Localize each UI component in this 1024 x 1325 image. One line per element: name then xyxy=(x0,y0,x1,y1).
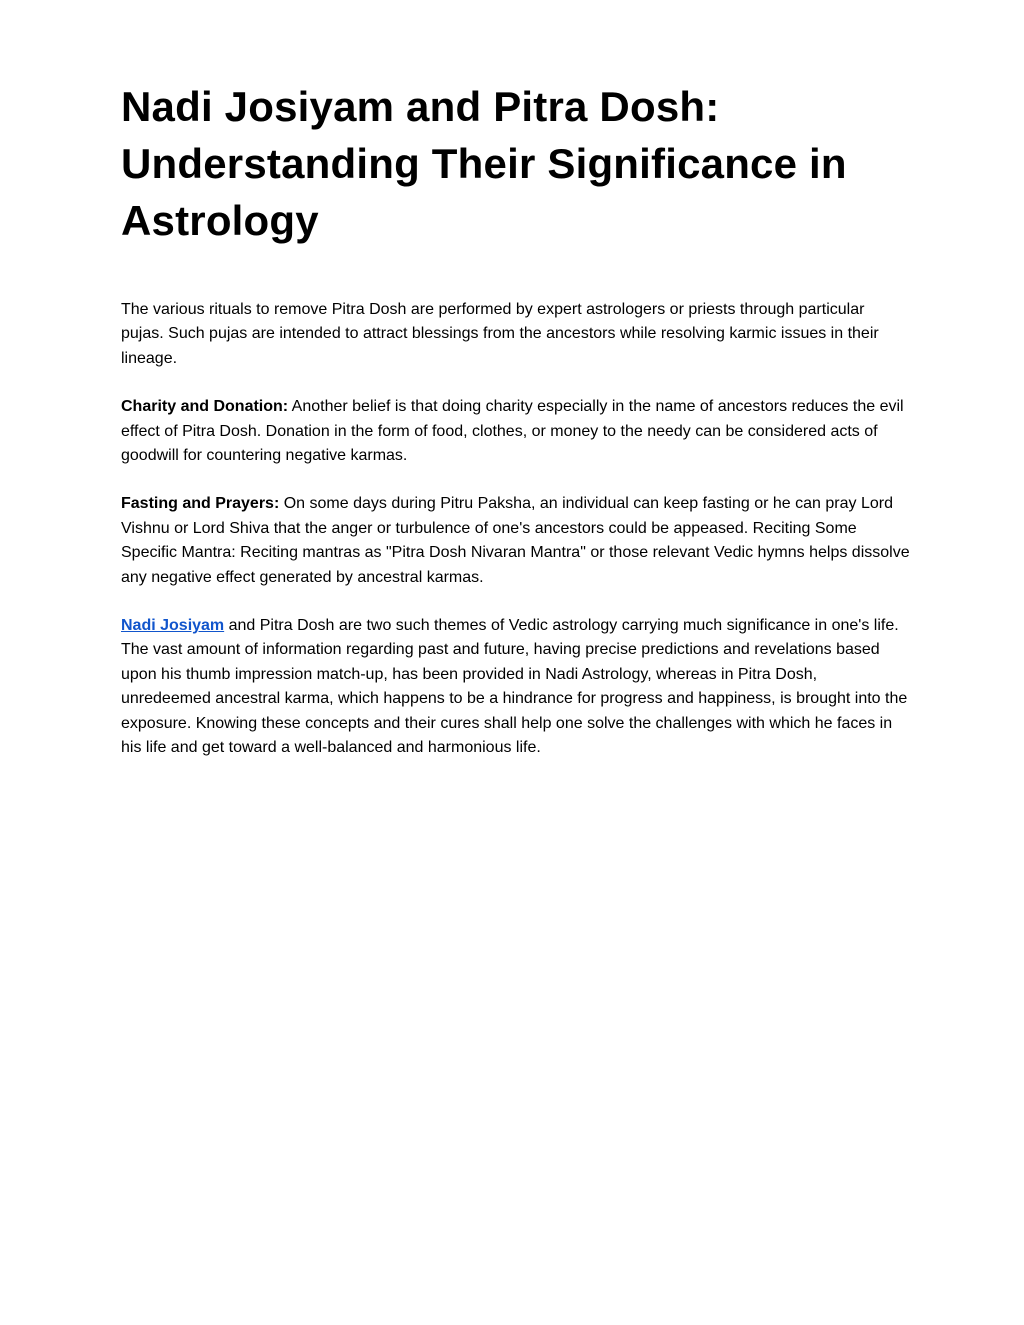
charity-paragraph xyxy=(121,395,911,468)
fasting-text: On some days during Pitru Paksha, an individual can keep fasting or he can pray Lord Vishnu or Lord Shiva that the anger or turbulence of one's ancestors could be appeased. Reciting Some Specific Mantra: Reciting mantras as "Pitra Dosh Nivaran Mantra" or those relevant Vedic hymns helps dissolve any negative effect generated by ancestral karmas. xyxy=(121,495,910,586)
document-page xyxy=(121,78,911,761)
charity-heading: Charity and Donation: xyxy=(121,398,289,416)
fasting-heading: Fasting and Prayers: xyxy=(121,495,280,513)
conclusion-text: and Pitra Dosh are two such themes of Vedic astrology carrying much significance in one's life. The vast amount of information regarding past and future, having precise predictions and revelations based upon his thumb impression match-up, has been provided in Nadi Astrology, whereas in Pitra Dosh, unredeemed ancestral karma, which happens to be a hindrance for progress and happiness, is brought into the exposure. Knowing these concepts and their cures shall help one solve the challenges with which he faces in his life and get toward a well-balanced and harmonious life. xyxy=(121,617,908,757)
fasting-paragraph xyxy=(121,492,911,590)
page-title: Nadi Josiyam and Pitra Dosh: Understanding Their Significance in Astrology xyxy=(121,83,847,244)
conclusion-paragraph xyxy=(121,614,911,760)
charity-text: Another belief is that doing charity especially in the name of ancestors reduces the evil effect of Pitra Dosh. Donation in the form of food, clothes, or money to the needy can be considered acts of goodwill for countering negative karmas. xyxy=(121,398,904,465)
intro-paragraph: The various rituals to remove Pitra Dosh are performed by expert astrologers or priests through particular pujas. Such pujas are intended to attract blessings from the ancestors while resolving karmic issues in their lineage. xyxy=(121,301,879,367)
nadi-josiyam-link[interactable]: Nadi Josiyam xyxy=(121,617,225,635)
